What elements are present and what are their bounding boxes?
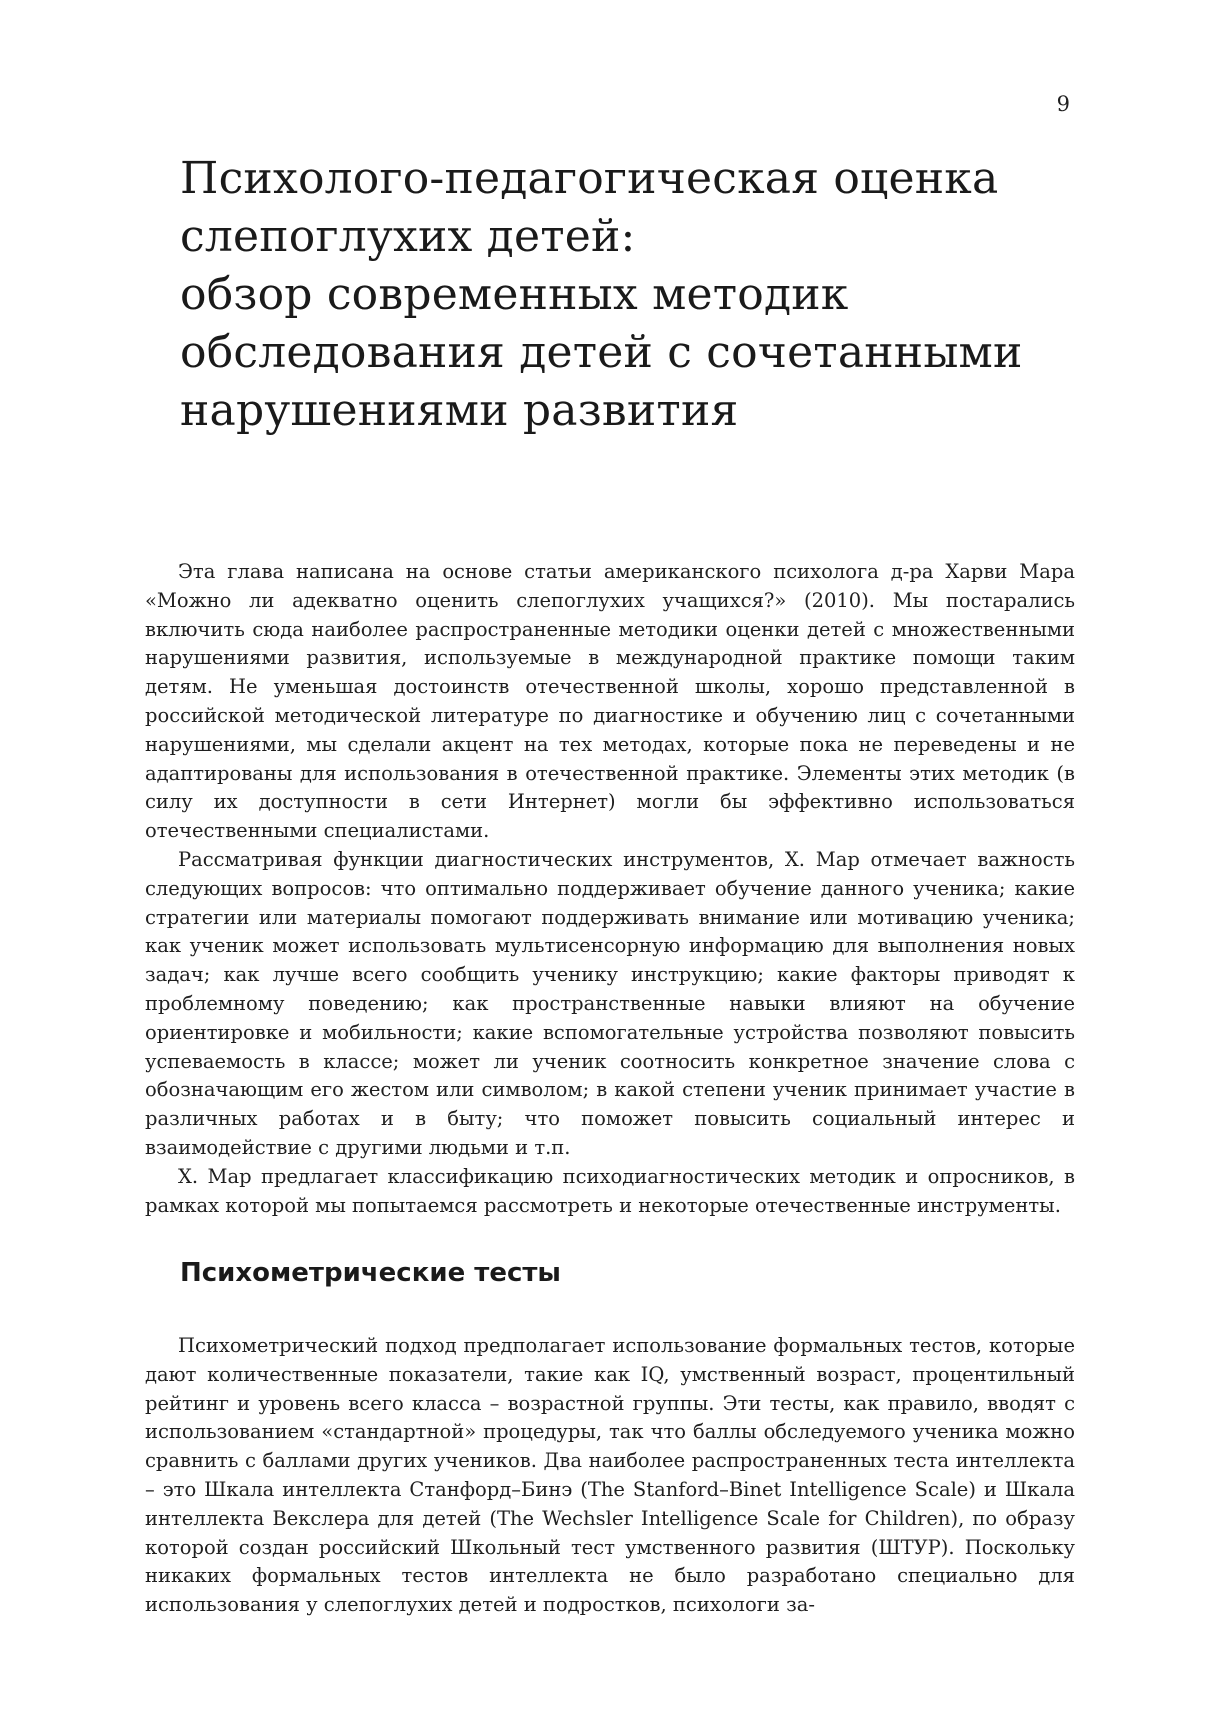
chapter-title-line: нарушениями развития — [180, 385, 739, 436]
paragraph: Эта глава написана на основе статьи американского психолога д-ра Харви Мара «Можно ли адекватно оценить слепоглухих учащихся?» (2010). Мы постарались включить сюда наиболее распространенные методики оценки детей с множественными нарушениями развития, используемые в международной практике помощи таким детям. Не уменьшая достоинств отечественной школы, хорошо представленной в российской методической литературе по диагностике и обучению лиц с сочетанными нарушениями, мы сделали акцент на тех методах, которые пока не переведены и не адаптированы для использования в отечественной практике. Элементы этих методик (в силу их доступности в сети Интернет) могли бы эффективно использоваться отечественными специалистами. — [145, 560, 1075, 843]
chapter-title-line: обследования детей с сочетанными — [180, 327, 1023, 378]
page-number: 9 — [1056, 92, 1070, 116]
chapter-title-line: слепоглухих детей: — [180, 211, 636, 262]
paragraph: Рассматривая функции диагностических инструментов, Х. Мар отмечает важность следующих вопросов: что оптимально поддерживает обучение данного ученика; какие стратегии или материалы помогают поддерживать внимание или мотивацию ученика; как ученик может использовать мультисенсорную информацию для выполнения новых задач; как лучше всего сообщить ученику инструкцию; какие факторы приводят к проблемному поведению; как пространственные навыки влияют на обучение ориентировке и мобильности; какие вспомогательные устройства позволяют повысить успеваемость в классе; может ли ученик соотносить конкретное значение слова с обозначающим его жестом или символом; в какой степени ученик принимает участие в различных работах и в быту; что поможет повысить социальный интерес и взаимодействие с другими людьми и т.п. — [145, 847, 1075, 1159]
intro-text — [145, 558, 1075, 1220]
paragraph: Психометрический подход предполагает использование формальных тестов, которые дают количественные показатели, такие как IQ, умственный возраст, процентильный рейтинг и уровень всего класса – возрастной группы. Эти тесты, как правило, вводят с использованием «стандартной» процедуры, так что баллы обследуемого ученика можно сравнить с баллами других учеников. Два наиболее распространенных теста интеллекта – это Шкала интеллекта Станфорд–Бинэ (The Stanford–Binet Intelligence Scale) и Шкала интеллекта Векслера для детей (The Wechsler Intelligence Scale for Children), по образу которой создан российский Школьный тест умственного развития (ШТУР). Поскольку никаких формальных тестов интеллекта не было разработано специально для использования у слепоглухих детей и подростков, психологи за- — [145, 1334, 1075, 1617]
chapter-title-line: Психолого-педагогическая оценка — [180, 153, 999, 204]
chapter-title-line: обзор современных методик — [180, 269, 849, 320]
chapter-title — [180, 150, 1080, 440]
section-heading: Психометрические тесты — [180, 1258, 561, 1288]
section-text — [145, 1332, 1075, 1620]
paragraph: Х. Мар предлагает классификацию психодиагностических методик и опросников, в рамках которой мы попытаемся рассмотреть и некоторые отечественные инструменты. — [145, 1164, 1075, 1217]
